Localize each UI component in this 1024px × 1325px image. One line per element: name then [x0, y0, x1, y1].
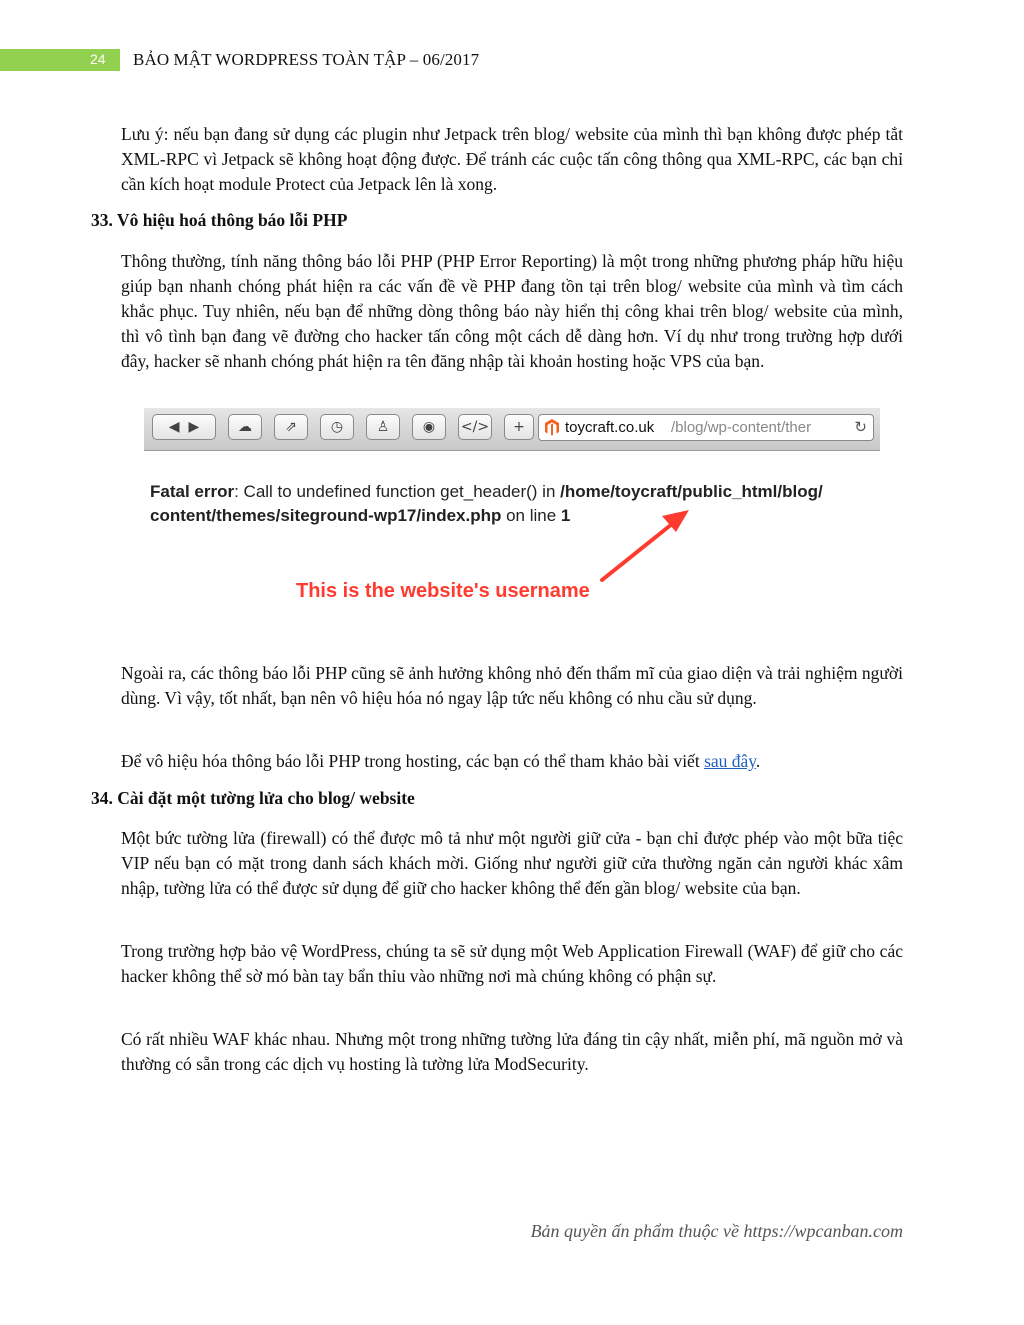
section-33-paragraph-1: Thông thường, tính năng thông báo lỗi PHP (PHP Error Reporting) là một trong những phương pháp hữu hiệu giúp bạn nhanh chóng phát hiện ra các vấn đề về PHP đang tồn tại trên blog/ website của mình và tìm cách khắc phục. Tuy nhiên, nếu bạn để những dòng thông báo này hiển thị công khai trên blog/ website của mình, thì vô tình bạn đang vẽ đường cho hacker tấn công một cách dễ dàng hơn. Ví dụ như trong trường hợp dưới đây, hacker sẽ nhanh chóng phát hiện ra tên đăng nhập tài khoản hosting hoặc VPS của bạn.: [121, 251, 903, 371]
section-34-paragraph-3: Có rất nhiều WAF khác nhau. Nhưng một trong những tường lửa đáng tin cậy nhất, miễn phí, mã nguồn mở và thường có sẵn trong các dịch vụ hosting là tường lửa ModSecurity.: [121, 1029, 903, 1074]
sau-day-link[interactable]: sau đây: [704, 751, 756, 771]
annotation-label: This is the website's username: [296, 580, 590, 602]
section-33-paragraph-2: Ngoài ra, các thông báo lỗi PHP cũng sẽ ảnh hưởng không nhỏ đến thẩm mĩ của giao diện và trải nghiệm người dùng. Vì vậy, tốt nhất, bạn nên vô hiệu hóa nó ngay lập tức nếu không có nhu cầu sử dụng.: [121, 663, 903, 708]
section-34-heading: 34. Cài đặt một tường lửa cho blog/ website: [91, 788, 415, 808]
section-34-paragraph-2: Trong trường hợp bảo vệ WordPress, chúng ta sẽ sử dụng một Web Application Firewall (WAF) để giữ cho các hacker không thể sờ mó bàn tay bẩn thỉu vào những nơi mà chúng không có phận sự.: [121, 941, 903, 986]
url-path: /blog/wp-content/ther: [671, 419, 812, 436]
rss-icon: ◉: [422, 419, 436, 435]
page-number: 24: [90, 51, 106, 67]
clock-icon: ◷: [330, 419, 344, 435]
section-34-paragraph-1: Một bức tường lửa (firewall) có thể được mô tả như một người giữ cửa - bạn chỉ được phép vào một bữa tiệc VIP nếu bạn có mặt trong danh sách khách mời. Giống như người giữ cửa thường ngăn cản người khác xâm nhập, tường lửa có thể được sử dụng để giữ cho hacker không thể đến gần blog/ website của bạn.: [121, 828, 903, 898]
error-label: Fatal error: [150, 482, 235, 501]
error-on-line: on line: [501, 506, 561, 525]
error-path-2: content/themes/siteground-wp17/index.php: [150, 506, 502, 525]
error-path-1: /home/toycraft/public_html/blog/: [560, 482, 823, 501]
code-icon: </>: [460, 419, 490, 435]
section-33-paragraph-3: [121, 749, 903, 774]
para3-prefix: Để vô hiệu hóa thông báo lỗi PHP trong hosting, các bạn có thể tham khảo bài viết: [121, 751, 705, 771]
error-line-number: 1: [560, 506, 571, 525]
running-header-title: BẢO MẬT WORDPRESS TOÀN TẬP – 06/2017: [133, 50, 480, 69]
section-33-heading: 33. Vô hiệu hoá thông báo lỗi PHP: [91, 210, 348, 230]
cloud-icon: ☁: [238, 419, 252, 435]
error-text: : Call to undefined function get_header() in: [234, 482, 561, 501]
browser-screenshot: [144, 408, 880, 626]
intro-note: Lưu ý: nếu bạn đang sử dụng các plugin như Jetpack trên blog/ website của mình thì bạn không được phép tắt XML-RPC vì Jetpack sẽ không hoạt động được. Để tránh các cuộc tấn công thông qua XML-RPC, các bạn chỉ cần kích hoạt module Protect của Jetpack lên là xong.: [121, 124, 903, 194]
copyright-footer: Bản quyền ấn phẩm thuộc về https://wpcanban.com: [530, 1221, 903, 1241]
reload-icon[interactable]: ↻: [854, 418, 867, 436]
forward-icon: ▶: [188, 419, 200, 435]
plus-icon: +: [513, 419, 525, 435]
para3-suffix: .: [755, 751, 761, 771]
url-domain: toycraft.co.uk: [565, 419, 655, 436]
share-icon: ⇗: [285, 419, 297, 435]
back-icon: ◀: [168, 419, 180, 435]
extension-icon: ♙: [376, 419, 390, 435]
